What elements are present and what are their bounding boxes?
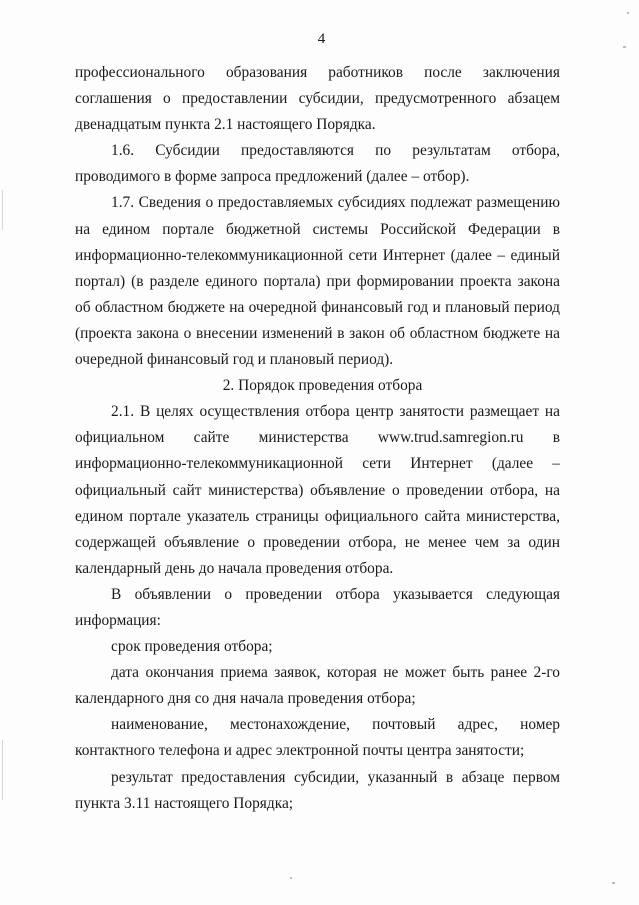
list-item-deadline: дата окончания приема заявок, которая не может быть ранее 2-го календарного дня со дня начала проведения отбора; <box>75 664 560 708</box>
scan-speck <box>612 882 615 884</box>
scan-edge-shadow <box>2 190 3 230</box>
paragraph-announcement-intro: В объявлении о проведении отбора указывается следующая информация: <box>75 585 560 629</box>
list-item-contacts: наименование, местонахождение, почтовый адрес, номер контактного телефона и адрес электронной почты центра занятости; <box>75 716 560 760</box>
scan-edge-shadow <box>2 740 3 800</box>
section-heading: 2. Порядок проведения отбора <box>222 377 423 395</box>
page-number: 4 <box>317 31 326 47</box>
list-item-result: результат предоставления субсидии, указанный в абзаце первом пункта 3.11 настоящего Порядка; <box>75 768 560 812</box>
scan-speck <box>290 877 292 879</box>
paragraph-1-7: 1.7. Сведения о предоставляемых субсидиях подлежат размещению на едином портале бюджетной системы Российской Федерации в информационно-телекоммуникационной сети Интернет (далее – единый портал) (в разделе единого портала) при формировании проекта закона об областном бюджете на очередной финансовый год и плановый период (проекта закона о внесении изменений в закон об областном бюджете на очередной финансовый год и плановый период). <box>75 194 560 369</box>
scan-speck <box>627 12 629 14</box>
list-item-period: срок проведения отбора; <box>111 638 273 656</box>
paragraph-continuation: профессионального образования работников после заключения соглашения о предоставлении субсидии, предусмотренного абзацем двенадцатым пункта 2.1 настоящего Порядка. <box>75 64 560 134</box>
paragraph-1-6: 1.6. Субсидии предоставляются по результатам отбора, проводимого в форме запроса предложений (далее – отбор). <box>75 142 560 186</box>
paragraph-2-1: 2.1. В целях осуществления отбора центр занятости размещает на официальном сайте министерства www.trud.samregion.ru в информационно-телекоммуникационной сети Интернет (далее – официальный сайт министерства) объявление о проведении отбора, на едином портале указатель страницы официального сайта министерства, содержащей объявление о проведении отбора, не менее чем за один календарный день до начала проведения отбора. <box>75 403 560 577</box>
document-body <box>75 60 560 817</box>
